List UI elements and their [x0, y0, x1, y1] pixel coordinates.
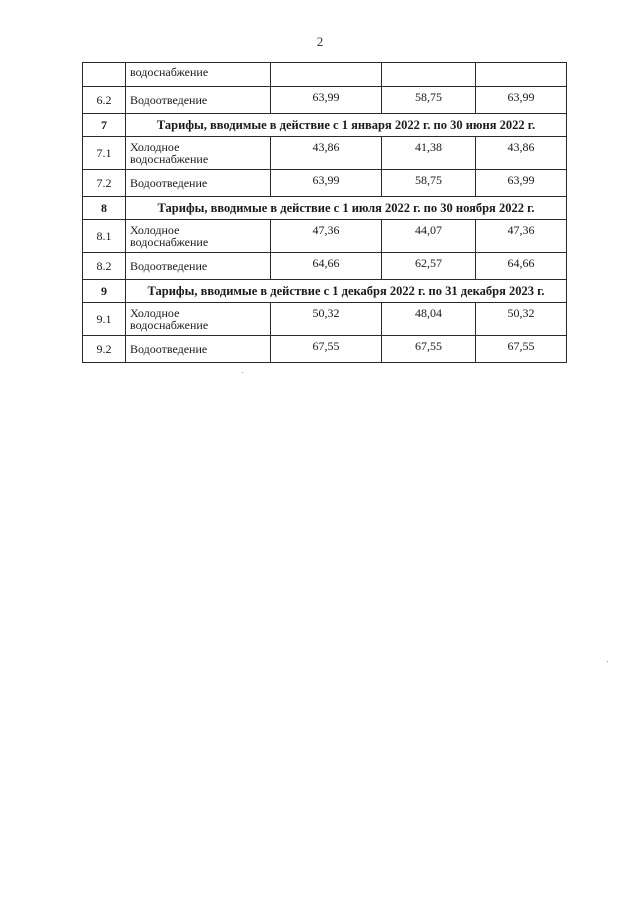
row-number-cell: 7.2: [83, 170, 126, 197]
value-cell: 62,57: [382, 253, 476, 280]
value-cell: 63,99: [476, 170, 567, 197]
section-title: Тарифы, вводимые в действие с 1 июля 2022 г. по 30 ноября 2022 г.: [126, 197, 567, 220]
value-cell: 58,75: [382, 87, 476, 114]
row-name-line: водоснабжение: [130, 235, 209, 249]
row-number-cell: 7.1: [83, 137, 126, 170]
table-row: [83, 336, 567, 363]
row-name-cell: Водоотведение: [126, 253, 271, 280]
section-title: Тарифы, вводимые в действие с 1 января 2022 г. по 30 июня 2022 г.: [126, 114, 567, 137]
value-cell: 47,36: [271, 220, 382, 253]
value-cell: [476, 63, 567, 87]
row-name-line: Холодное: [130, 223, 180, 237]
table-row: [83, 170, 567, 197]
value-cell: 64,66: [271, 253, 382, 280]
row-name-cell: Водоотведение: [126, 87, 271, 114]
value-cell: 58,75: [382, 170, 476, 197]
value-cell: 67,55: [271, 336, 382, 363]
section-header-row: [83, 280, 567, 303]
value-cell: 41,38: [382, 137, 476, 170]
row-number-cell: 6.2: [83, 87, 126, 114]
value-cell: 44,07: [382, 220, 476, 253]
row-name-cell: [126, 137, 271, 170]
value-cell: 50,32: [476, 303, 567, 336]
section-title: Тарифы, вводимые в действие с 1 декабря 2022 г. по 31 декабря 2023 г.: [126, 280, 567, 303]
table-row: [83, 253, 567, 280]
value-cell: 43,86: [271, 137, 382, 170]
row-number-cell: [83, 63, 126, 87]
row-name-line: Холодное: [130, 140, 180, 154]
row-name-line: Холодное: [130, 306, 180, 320]
row-name-cell: [126, 303, 271, 336]
row-name-cell: водоснабжение: [126, 63, 271, 87]
row-number-cell: 9.1: [83, 303, 126, 336]
page-number: 2: [316, 34, 324, 49]
value-cell: 67,55: [382, 336, 476, 363]
scan-speck: [242, 372, 243, 373]
row-number-cell: 8.1: [83, 220, 126, 253]
value-cell: 67,55: [476, 336, 567, 363]
value-cell: [382, 63, 476, 87]
section-number: 7: [83, 114, 126, 137]
row-number-cell: 8.2: [83, 253, 126, 280]
value-cell: 63,99: [271, 170, 382, 197]
value-cell: 47,36: [476, 220, 567, 253]
table-row: [83, 137, 567, 170]
value-cell: 43,86: [476, 137, 567, 170]
row-name-cell: Водоотведение: [126, 336, 271, 363]
section-number: 9: [83, 280, 126, 303]
section-number: 8: [83, 197, 126, 220]
scan-speck: [607, 661, 608, 662]
tariff-table: [82, 62, 567, 363]
row-name-cell: Водоотведение: [126, 170, 271, 197]
value-cell: 64,66: [476, 253, 567, 280]
section-header-row: [83, 197, 567, 220]
section-header-row: [83, 114, 567, 137]
value-cell: 48,04: [382, 303, 476, 336]
row-number-cell: 9.2: [83, 336, 126, 363]
table-row: [83, 220, 567, 253]
value-cell: 63,99: [476, 87, 567, 114]
row-name-line: водоснабжение: [130, 318, 209, 332]
value-cell: [271, 63, 382, 87]
table-row: [83, 303, 567, 336]
row-name-line: водоснабжение: [130, 152, 209, 166]
row-name-cell: [126, 220, 271, 253]
table-row: [83, 87, 567, 114]
value-cell: 63,99: [271, 87, 382, 114]
value-cell: 50,32: [271, 303, 382, 336]
table-row: [83, 63, 567, 87]
